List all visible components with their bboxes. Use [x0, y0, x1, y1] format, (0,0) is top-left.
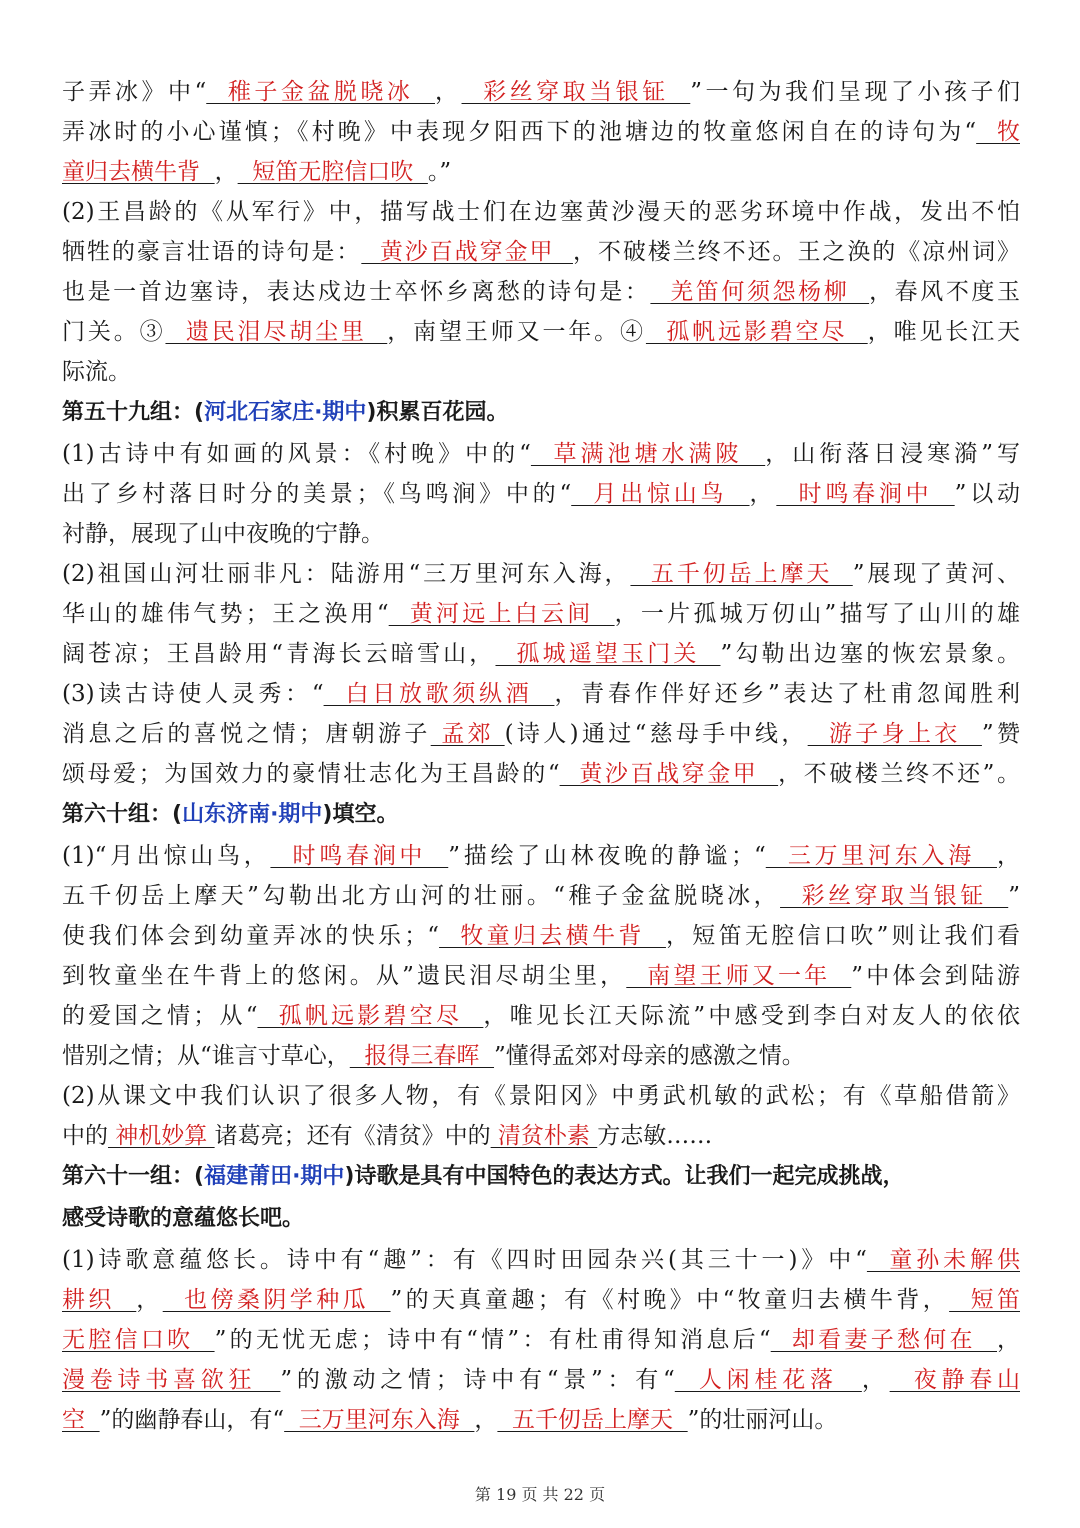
text-line [62, 312, 1020, 352]
text-line [62, 594, 1020, 634]
answer-blank: 游子身上衣 [807, 721, 982, 747]
text-run: ，南望王师又一年。④ [387, 319, 646, 345]
text-run: ，不破楼兰终不还”。 [778, 761, 1020, 787]
heading-source: 河北石家庄·期中 [204, 400, 367, 425]
text-run: 惜别之情；从“谁言寸草心， [62, 1043, 350, 1069]
text-run: 华山的雄伟气势；王之涣用“ [62, 601, 389, 627]
answer-blank: 稚子金盆脱晓冰 [206, 79, 436, 105]
text-run: 到牧童坐在牛背上的悠闲。从”遗民泪尽胡尘里， [62, 963, 627, 989]
text-run: 牺牲的豪言壮语的诗句是： [62, 239, 362, 265]
text-run: ”的无忧无虑；诗中有“情”：有杜甫得知消息后“ [214, 1327, 771, 1353]
answer-blank: 漫卷诗书喜欲狂 [62, 1367, 281, 1393]
text-run: ”以动 [954, 481, 1020, 507]
text-run: ，春风不度玉 [869, 279, 1020, 305]
text-run: ”勾勒出边塞的恢宏景象。 [720, 641, 1020, 667]
text-line [62, 754, 1020, 794]
answer-blank: 孤帆远影碧空尽 [645, 319, 868, 345]
section-heading [62, 794, 1020, 836]
text-run: ，不破楼兰终不还。王之涣的《凉州词》 [572, 239, 1020, 265]
answer-blank: 遗民泪尽胡尘里 [165, 319, 388, 345]
text-run: ， [435, 79, 462, 105]
text-line [62, 152, 1020, 192]
text-line [62, 434, 1020, 474]
answer-blank: 彩丝穿取当银钲 [780, 883, 1009, 909]
text-line [62, 112, 1020, 152]
heading-text: 第六十组：( [62, 802, 183, 827]
answer-blank: 草满池塘水满陂 [530, 441, 766, 467]
text-run: ， [214, 159, 238, 185]
text-run: 门关。③ [62, 319, 166, 345]
text-run: ，唯见长江天际流”中感受到李白对友人的依依 [483, 1003, 1020, 1029]
text-run: ，唯见长江天 [867, 319, 1020, 345]
text-line [62, 876, 1020, 916]
heading-text: )填空。 [322, 802, 399, 827]
answer-blank: 孤城遥望玉门关 [495, 641, 721, 667]
answer-blank: 也傍桑阴学种瓜 [162, 1287, 391, 1313]
text-run: 方志敏…… [597, 1123, 713, 1149]
text-line [62, 232, 1020, 272]
heading-text: )积累百花园。 [366, 400, 509, 425]
text-run: ”赞 [981, 721, 1020, 747]
text-run: 使我们体会到幼童弄冰的快乐；“ [62, 923, 440, 949]
answer-blank: 黄河远上白云间 [388, 601, 615, 627]
answer-blank: 无腔信口吹 [62, 1327, 215, 1353]
heading-text: 感受诗歌的意蕴悠长吧。 [62, 1206, 305, 1231]
text-run: 消息之后的喜悦之情；唐朝游子 [62, 721, 431, 747]
text-run: (3)读古诗使人灵秀：“ [62, 681, 324, 707]
answer-blank: 三万里河东入海 [765, 843, 997, 869]
answer-blank: 却看妻子愁何在 [770, 1327, 997, 1353]
answer-blank: 清贫朴素 [490, 1123, 598, 1149]
answer-blank: 南望王师又一年 [626, 963, 852, 989]
text-run: (诗人)通过“慈母手中线， [504, 721, 808, 747]
text-line [62, 1400, 1020, 1440]
text-line [62, 72, 1020, 112]
text-run: ， [474, 1407, 498, 1433]
text-run: ”的天真童趣；有《村晚》中“牧童归去横牛背， [390, 1287, 950, 1313]
text-run: 颂母爱；为国效力的豪情壮志化为王昌龄的“ [62, 761, 560, 787]
text-line [62, 1320, 1020, 1360]
text-run: 中的 [62, 1123, 108, 1149]
text-line [62, 1240, 1020, 1280]
answer-blank: 报得三春晖 [349, 1043, 495, 1069]
answer-blank: 五千仞岳上摩天 [497, 1407, 688, 1433]
text-line [62, 474, 1020, 514]
answer-blank: 孟郊 [430, 721, 505, 747]
text-line [62, 514, 1020, 554]
text-run: (2)祖国山河壮丽非凡：陆游用“三万里河东入海， [62, 561, 631, 587]
heading-text: 第六十一组：( [62, 1164, 205, 1189]
text-line [62, 634, 1020, 674]
answer-blank: 耕织 [62, 1287, 137, 1313]
answer-blank: 羌笛何须怨杨柳 [650, 279, 870, 305]
text-line [62, 714, 1020, 754]
text-line [62, 1360, 1020, 1400]
text-run: 出了乡村落日时分的美景；《鸟鸣涧》中的“ [62, 481, 572, 507]
text-run: ”的幽静春山，有“ [99, 1407, 285, 1433]
answer-blank: 牧 [976, 119, 1020, 145]
answer-blank: 空 [62, 1407, 100, 1433]
text-line [62, 554, 1020, 594]
answer-blank: 时鸣春涧中 [776, 481, 955, 507]
text-run: ”的激动之情；诗中有“景”：有“ [280, 1367, 675, 1393]
text-run: 阔苍凉；王昌龄用“青海长云暗雪山， [62, 641, 496, 667]
section-heading [62, 1198, 1020, 1240]
text-line [62, 1116, 1020, 1156]
text-line [62, 352, 1020, 392]
answer-blank: 月出惊山鸟 [571, 481, 750, 507]
text-run: (2)从课文中我们认识了很多人物，有《景阳冈》中勇武机敏的武松；有《草船借箭》 [62, 1083, 1020, 1109]
text-line [62, 192, 1020, 232]
text-run: 诸葛亮；还有《清贫》中的 [214, 1123, 491, 1149]
text-run: 也是一首边塞诗，表达戍边士卒怀乡离愁的诗句是： [62, 279, 651, 305]
text-run: 衬静，展现了山中夜晚的宁静。 [62, 521, 384, 547]
answer-blank: 孤帆远影碧空尽 [257, 1003, 484, 1029]
text-run: 子弄冰》中“ [62, 79, 207, 105]
text-run: ，一片孤城万仞山”描写了山川的雄 [614, 601, 1020, 627]
answer-blank: 白日放歌须纵酒 [323, 681, 555, 707]
text-run: ， [861, 1367, 890, 1393]
answer-blank: 童归去横牛背 [62, 159, 215, 185]
text-run: ”一句为我们呈现了小孩子们 [690, 79, 1020, 105]
text-run: ” [1008, 883, 1020, 909]
text-run: (1)古诗中有如画的风景：《村晚》中的“ [62, 441, 531, 467]
text-line [62, 956, 1020, 996]
answer-blank: 黄沙百战穿金甲 [361, 239, 573, 265]
answer-blank: 短笛 [949, 1287, 1020, 1313]
page-footer: 第 19 页 共 22 页 [474, 1485, 606, 1504]
text-line [62, 916, 1020, 956]
answer-blank: 时鸣春涧中 [270, 843, 449, 869]
text-run: 弄冰时的小心谨慎；《村晚》中表现夕阳西下的池塘边的牧童悠闲自在的诗句为“ [62, 119, 977, 145]
text-line [62, 674, 1020, 714]
heading-text: 第五十九组：( [62, 400, 205, 425]
answer-blank: 彩丝穿取当银钲 [461, 79, 691, 105]
text-line [62, 836, 1020, 876]
text-run: (1)“月出惊山鸟， [62, 843, 271, 869]
text-run: (2)王昌龄的《从军行》中，描写战士们在边塞黄沙漫天的恶劣环境中作战，发出不怕 [62, 199, 1020, 225]
text-run: 五千仞岳上摩天”勾勒出北方山河的壮丽。“稚子金盆脱晓冰， [62, 883, 781, 909]
text-run: ， [997, 1327, 1020, 1353]
answer-blank: 童孙未解供 [866, 1247, 1020, 1273]
heading-source: 山东济南·期中 [182, 802, 323, 827]
text-run: ”描绘了山林夜晚的静谧；“ [448, 843, 766, 869]
answer-blank: 夜静春山 [889, 1367, 1020, 1393]
answer-blank: 三万里河东入海 [284, 1407, 475, 1433]
text-run: 的爱国之情；从“ [62, 1003, 258, 1029]
answer-blank: 牧童归去横牛背 [439, 923, 666, 949]
answer-blank: 短笛无腔信口吹 [237, 159, 428, 185]
section-heading [62, 1156, 1020, 1198]
text-run: ， [136, 1287, 163, 1313]
text-run: ”的壮丽河山。 [687, 1407, 838, 1433]
text-run: ”展现了黄河、 [852, 561, 1020, 587]
answer-blank: 黄沙百战穿金甲 [559, 761, 779, 787]
text-line [62, 1076, 1020, 1116]
text-run: ，青春作伴好还乡”表达了杜甫忽闻胜利 [554, 681, 1020, 707]
text-run: ， [749, 481, 777, 507]
text-run: ，短笛无腔信口吹”则让我们看 [665, 923, 1020, 949]
text-run: (1)诗歌意蕴悠长。诗中有“趣”：有《四时田园杂兴(其三十一)》中“ [62, 1247, 867, 1273]
answer-blank: 人闲桂花落 [674, 1367, 862, 1393]
section-heading [62, 392, 1020, 434]
text-run: 。” [427, 159, 452, 185]
document-body [62, 72, 1020, 1440]
text-line [62, 1036, 1020, 1076]
text-run: 际流。 [62, 359, 131, 385]
text-run: ”中体会到陆游 [851, 963, 1020, 989]
heading-source: 福建莆田·期中 [204, 1164, 345, 1189]
text-run: ”懂得孟郊对母亲的感激之情。 [494, 1043, 805, 1069]
text-line [62, 996, 1020, 1036]
heading-text: )诗歌是具有中国特色的表达方式。让我们一起完成挑战， [344, 1164, 905, 1189]
text-line [62, 1280, 1020, 1320]
text-run: ， [997, 843, 1020, 869]
text-run: ，山衔落日浸寒漪”写 [765, 441, 1020, 467]
text-line [62, 272, 1020, 312]
answer-blank: 五千仞岳上摩天 [630, 561, 853, 587]
answer-blank: 神机妙算 [108, 1123, 215, 1149]
